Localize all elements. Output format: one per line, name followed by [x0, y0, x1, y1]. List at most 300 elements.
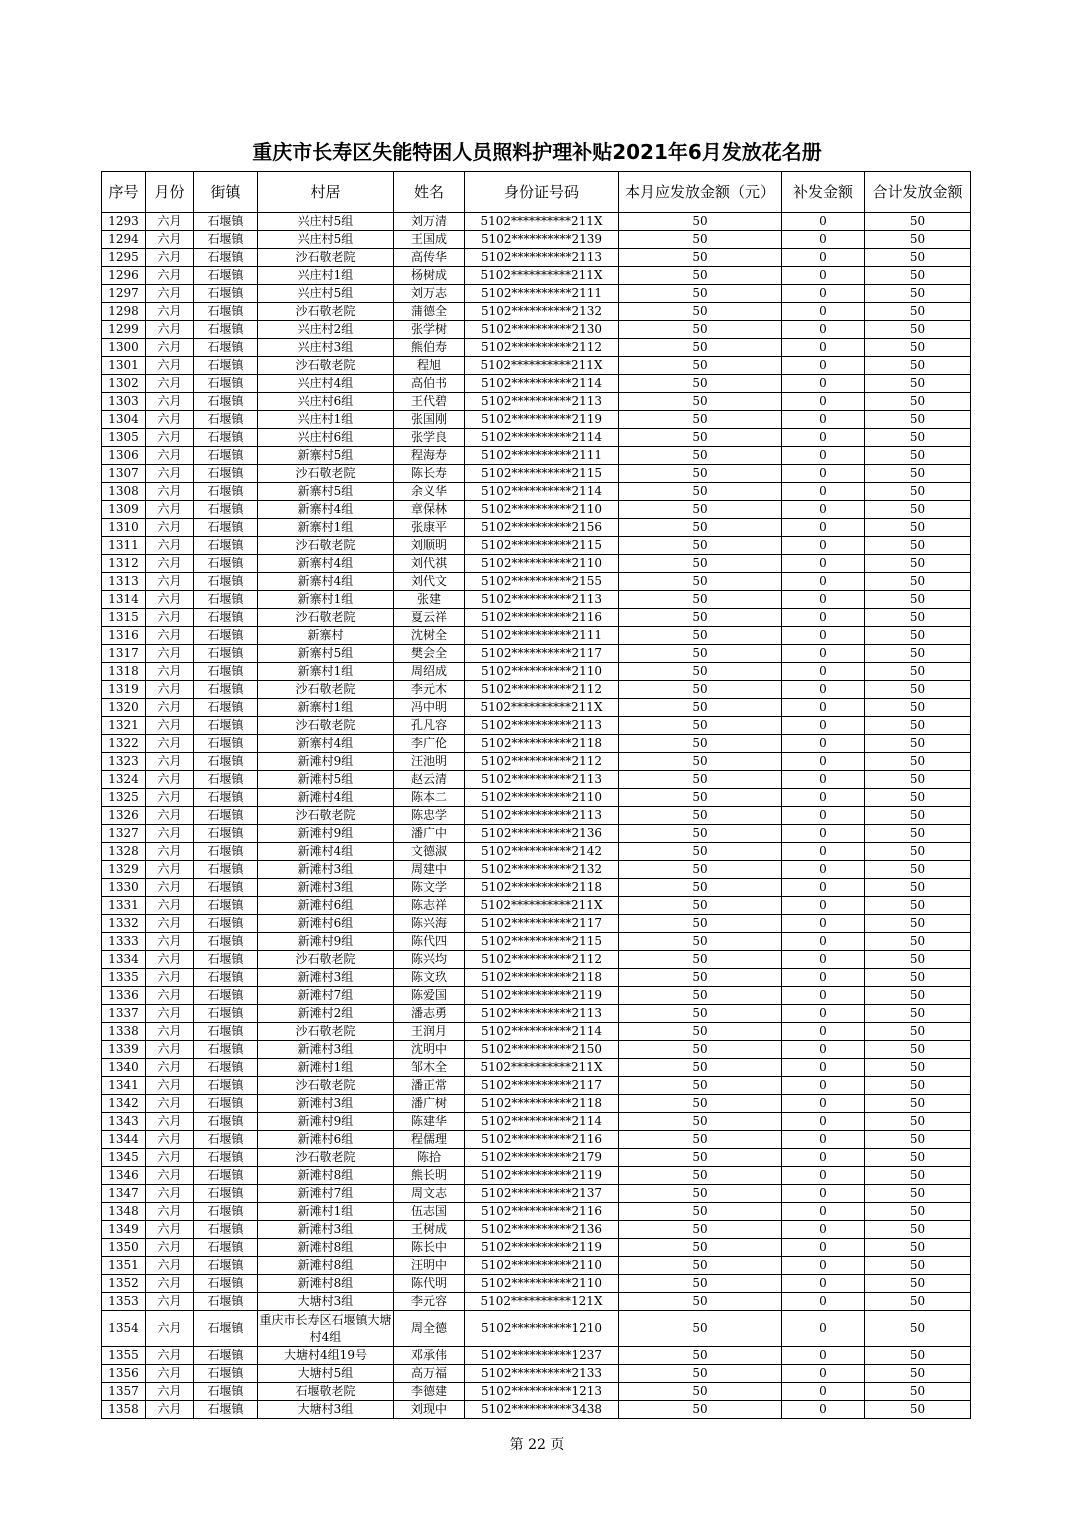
- cell-id-number: 5102**********2116: [465, 1131, 619, 1149]
- table-row: [102, 825, 971, 843]
- cell-amount-due: 50: [619, 249, 782, 267]
- cell-month: 六月: [146, 303, 194, 321]
- table-row: [102, 411, 971, 429]
- cell-town: 石堰镇: [194, 1293, 258, 1311]
- cell-total: 50: [865, 573, 971, 591]
- cell-amount-due: 50: [619, 879, 782, 897]
- cell-id-number: 5102**********2112: [465, 753, 619, 771]
- table-row: [102, 555, 971, 573]
- cell-back-pay: 0: [782, 483, 865, 501]
- cell-town: 石堰镇: [194, 825, 258, 843]
- cell-back-pay: 0: [782, 267, 865, 285]
- cell-month: 六月: [146, 573, 194, 591]
- cell-village: 新滩村8组: [258, 1257, 394, 1275]
- cell-id-number: 5102**********2137: [465, 1185, 619, 1203]
- cell-amount-due: 50: [619, 213, 782, 231]
- column-header-index: 序号: [102, 172, 146, 213]
- cell-back-pay: 0: [782, 771, 865, 789]
- cell-name: 潘广树: [394, 1095, 465, 1113]
- cell-month: 六月: [146, 1131, 194, 1149]
- cell-id-number: 5102**********211X: [465, 699, 619, 717]
- cell-back-pay: 0: [782, 1203, 865, 1221]
- cell-index: 1301: [102, 357, 146, 375]
- cell-id-number: 5102**********2111: [465, 447, 619, 465]
- cell-amount-due: 50: [619, 771, 782, 789]
- cell-back-pay: 0: [782, 807, 865, 825]
- cell-total: 50: [865, 735, 971, 753]
- cell-village: 新滩村7组: [258, 1185, 394, 1203]
- cell-village: 石堰敬老院: [258, 1383, 394, 1401]
- cell-id-number: 5102**********2132: [465, 861, 619, 879]
- cell-town: 石堰镇: [194, 483, 258, 501]
- cell-total: 50: [865, 987, 971, 1005]
- cell-total: 50: [865, 879, 971, 897]
- cell-month: 六月: [146, 501, 194, 519]
- cell-amount-due: 50: [619, 231, 782, 249]
- cell-month: 六月: [146, 897, 194, 915]
- cell-town: 石堰镇: [194, 411, 258, 429]
- column-header-name: 姓名: [394, 172, 465, 213]
- cell-village: 大塘村3组: [258, 1401, 394, 1419]
- cell-village: 沙石敬老院: [258, 1077, 394, 1095]
- cell-town: 石堰镇: [194, 303, 258, 321]
- subsidy-roster-table: [101, 171, 971, 1419]
- cell-amount-due: 50: [619, 1041, 782, 1059]
- cell-name: 陈代明: [394, 1275, 465, 1293]
- cell-index: 1300: [102, 339, 146, 357]
- cell-town: 石堰镇: [194, 771, 258, 789]
- cell-index: 1345: [102, 1149, 146, 1167]
- cell-back-pay: 0: [782, 285, 865, 303]
- cell-index: 1307: [102, 465, 146, 483]
- cell-village: 新滩村8组: [258, 1239, 394, 1257]
- cell-back-pay: 0: [782, 1275, 865, 1293]
- cell-id-number: 5102**********2110: [465, 501, 619, 519]
- cell-id-number: 5102**********2119: [465, 1239, 619, 1257]
- cell-month: 六月: [146, 1239, 194, 1257]
- table-row: [102, 1347, 971, 1365]
- cell-village: 新滩村5组: [258, 771, 394, 789]
- cell-amount-due: 50: [619, 609, 782, 627]
- cell-village: 新滩村3组: [258, 1095, 394, 1113]
- cell-id-number: 5102**********2117: [465, 1077, 619, 1095]
- cell-id-number: 5102**********2118: [465, 1095, 619, 1113]
- cell-month: 六月: [146, 1185, 194, 1203]
- cell-id-number: 5102**********2155: [465, 573, 619, 591]
- cell-name: 刘代文: [394, 573, 465, 591]
- cell-town: 石堰镇: [194, 969, 258, 987]
- column-header-amount-due: 本月应发放金额（元）: [619, 172, 782, 213]
- cell-id-number: 5102**********211X: [465, 357, 619, 375]
- cell-name: 潘正常: [394, 1077, 465, 1095]
- cell-index: 1348: [102, 1203, 146, 1221]
- cell-index: 1297: [102, 285, 146, 303]
- cell-name: 伍志国: [394, 1203, 465, 1221]
- cell-amount-due: 50: [619, 1095, 782, 1113]
- cell-total: 50: [865, 213, 971, 231]
- cell-index: 1357: [102, 1383, 146, 1401]
- cell-index: 1358: [102, 1401, 146, 1419]
- cell-back-pay: 0: [782, 753, 865, 771]
- cell-name: 樊会全: [394, 645, 465, 663]
- cell-town: 石堰镇: [194, 537, 258, 555]
- cell-month: 六月: [146, 681, 194, 699]
- cell-month: 六月: [146, 555, 194, 573]
- cell-total: 50: [865, 843, 971, 861]
- cell-month: 六月: [146, 1113, 194, 1131]
- table-row: [102, 951, 971, 969]
- cell-total: 50: [865, 753, 971, 771]
- table-row: [102, 915, 971, 933]
- cell-town: 石堰镇: [194, 285, 258, 303]
- cell-id-number: 5102**********1210: [465, 1311, 619, 1347]
- cell-name: 刘现中: [394, 1401, 465, 1419]
- cell-back-pay: 0: [782, 1095, 865, 1113]
- cell-id-number: 5102**********2136: [465, 825, 619, 843]
- cell-town: 石堰镇: [194, 447, 258, 465]
- cell-village: 沙石敬老院: [258, 465, 394, 483]
- cell-back-pay: 0: [782, 1149, 865, 1167]
- cell-name: 陈拾: [394, 1149, 465, 1167]
- cell-village: 新滩村1组: [258, 1203, 394, 1221]
- table-row: [102, 1311, 971, 1347]
- cell-back-pay: 0: [782, 1257, 865, 1275]
- cell-month: 六月: [146, 483, 194, 501]
- cell-name: 汪明中: [394, 1257, 465, 1275]
- cell-village: 新滩村6组: [258, 915, 394, 933]
- cell-total: 50: [865, 1293, 971, 1311]
- cell-village: 新寨村: [258, 627, 394, 645]
- cell-back-pay: 0: [782, 1383, 865, 1401]
- cell-total: 50: [865, 771, 971, 789]
- cell-id-number: 5102**********3438: [465, 1401, 619, 1419]
- cell-town: 石堰镇: [194, 645, 258, 663]
- cell-amount-due: 50: [619, 681, 782, 699]
- cell-village: 沙石敬老院: [258, 681, 394, 699]
- cell-town: 石堰镇: [194, 357, 258, 375]
- cell-name: 陈忠学: [394, 807, 465, 825]
- cell-amount-due: 50: [619, 897, 782, 915]
- cell-index: 1334: [102, 951, 146, 969]
- cell-name: 余义华: [394, 483, 465, 501]
- cell-amount-due: 50: [619, 627, 782, 645]
- cell-amount-due: 50: [619, 393, 782, 411]
- cell-amount-due: 50: [619, 1203, 782, 1221]
- cell-village: 新滩村9组: [258, 1113, 394, 1131]
- cell-back-pay: 0: [782, 555, 865, 573]
- cell-name: 张学良: [394, 429, 465, 447]
- table-row: [102, 699, 971, 717]
- cell-village: 沙石敬老院: [258, 609, 394, 627]
- cell-id-number: 5102**********2130: [465, 321, 619, 339]
- cell-month: 六月: [146, 987, 194, 1005]
- cell-index: 1304: [102, 411, 146, 429]
- cell-total: 50: [865, 285, 971, 303]
- cell-id-number: 5102**********1213: [465, 1383, 619, 1401]
- cell-id-number: 5102**********2136: [465, 1221, 619, 1239]
- cell-name: 蒲德全: [394, 303, 465, 321]
- cell-total: 50: [865, 717, 971, 735]
- cell-index: 1349: [102, 1221, 146, 1239]
- cell-town: 石堰镇: [194, 231, 258, 249]
- cell-village: 沙石敬老院: [258, 249, 394, 267]
- cell-village: 新滩村9组: [258, 933, 394, 951]
- column-header-town: 街镇: [194, 172, 258, 213]
- table-row: [102, 519, 971, 537]
- cell-id-number: 5102**********211X: [465, 267, 619, 285]
- cell-id-number: 5102**********2113: [465, 771, 619, 789]
- table-row: [102, 357, 971, 375]
- cell-village: 大塘村3组: [258, 1293, 394, 1311]
- cell-back-pay: 0: [782, 1077, 865, 1095]
- cell-month: 六月: [146, 1347, 194, 1365]
- cell-index: 1347: [102, 1185, 146, 1203]
- cell-village: 沙石敬老院: [258, 303, 394, 321]
- cell-index: 1328: [102, 843, 146, 861]
- cell-total: 50: [865, 681, 971, 699]
- cell-back-pay: 0: [782, 1113, 865, 1131]
- table-row: [102, 303, 971, 321]
- cell-village: 新寨村4组: [258, 573, 394, 591]
- cell-id-number: 5102**********2113: [465, 1005, 619, 1023]
- cell-name: 程海寿: [394, 447, 465, 465]
- cell-village: 兴庄村6组: [258, 393, 394, 411]
- cell-town: 石堰镇: [194, 843, 258, 861]
- cell-month: 六月: [146, 933, 194, 951]
- cell-name: 陈志祥: [394, 897, 465, 915]
- cell-month: 六月: [146, 1311, 194, 1347]
- table-row: [102, 1005, 971, 1023]
- cell-index: 1329: [102, 861, 146, 879]
- cell-town: 石堰镇: [194, 681, 258, 699]
- cell-index: 1344: [102, 1131, 146, 1149]
- table-row: [102, 465, 971, 483]
- cell-index: 1324: [102, 771, 146, 789]
- cell-name: 刘顺明: [394, 537, 465, 555]
- cell-town: 石堰镇: [194, 897, 258, 915]
- cell-amount-due: 50: [619, 1005, 782, 1023]
- cell-name: 周建中: [394, 861, 465, 879]
- cell-name: 孔凡容: [394, 717, 465, 735]
- cell-amount-due: 50: [619, 1239, 782, 1257]
- cell-town: 石堰镇: [194, 735, 258, 753]
- cell-village: 新滩村8组: [258, 1167, 394, 1185]
- cell-town: 石堰镇: [194, 1005, 258, 1023]
- table-body: [102, 213, 971, 1419]
- cell-village: 兴庄村1组: [258, 267, 394, 285]
- cell-amount-due: 50: [619, 591, 782, 609]
- cell-amount-due: 50: [619, 411, 782, 429]
- cell-total: 50: [865, 933, 971, 951]
- column-header-month: 月份: [146, 172, 194, 213]
- cell-index: 1346: [102, 1167, 146, 1185]
- cell-index: 1293: [102, 213, 146, 231]
- cell-back-pay: 0: [782, 321, 865, 339]
- cell-total: 50: [865, 1383, 971, 1401]
- table-row: [102, 1185, 971, 1203]
- cell-town: 石堰镇: [194, 933, 258, 951]
- table-row: [102, 645, 971, 663]
- cell-index: 1296: [102, 267, 146, 285]
- cell-amount-due: 50: [619, 303, 782, 321]
- table-row: [102, 591, 971, 609]
- cell-id-number: 5102**********2115: [465, 933, 619, 951]
- cell-month: 六月: [146, 1149, 194, 1167]
- cell-month: 六月: [146, 321, 194, 339]
- cell-back-pay: 0: [782, 1221, 865, 1239]
- cell-amount-due: 50: [619, 915, 782, 933]
- table-row: [102, 1401, 971, 1419]
- table-row: [102, 501, 971, 519]
- cell-town: 石堰镇: [194, 1347, 258, 1365]
- cell-amount-due: 50: [619, 519, 782, 537]
- cell-month: 六月: [146, 447, 194, 465]
- cell-month: 六月: [146, 339, 194, 357]
- cell-id-number: 5102**********2114: [465, 429, 619, 447]
- cell-id-number: 5102**********2111: [465, 285, 619, 303]
- cell-id-number: 5102**********2114: [465, 1023, 619, 1041]
- cell-index: 1302: [102, 375, 146, 393]
- column-header-id-number: 身份证号码: [465, 172, 619, 213]
- cell-village: 新寨村4组: [258, 555, 394, 573]
- cell-town: 石堰镇: [194, 1365, 258, 1383]
- page-number: 第 22 页: [509, 1437, 565, 1453]
- cell-index: 1356: [102, 1365, 146, 1383]
- cell-id-number: 5102**********2119: [465, 987, 619, 1005]
- cell-index: 1306: [102, 447, 146, 465]
- cell-name: 程旭: [394, 357, 465, 375]
- cell-town: 石堰镇: [194, 591, 258, 609]
- cell-month: 六月: [146, 663, 194, 681]
- table-row: [102, 1149, 971, 1167]
- cell-month: 六月: [146, 1023, 194, 1041]
- cell-month: 六月: [146, 519, 194, 537]
- cell-village: 新滩村6组: [258, 897, 394, 915]
- cell-village: 新滩村3组: [258, 861, 394, 879]
- cell-town: 石堰镇: [194, 1185, 258, 1203]
- cell-total: 50: [865, 429, 971, 447]
- cell-back-pay: 0: [782, 1239, 865, 1257]
- cell-amount-due: 50: [619, 825, 782, 843]
- cell-total: 50: [865, 1113, 971, 1131]
- cell-index: 1337: [102, 1005, 146, 1023]
- cell-index: 1305: [102, 429, 146, 447]
- cell-id-number: 5102**********2114: [465, 483, 619, 501]
- cell-name: 沈明中: [394, 1041, 465, 1059]
- cell-total: 50: [865, 1023, 971, 1041]
- cell-amount-due: 50: [619, 1365, 782, 1383]
- cell-id-number: 5102**********2118: [465, 735, 619, 753]
- cell-total: 50: [865, 357, 971, 375]
- cell-amount-due: 50: [619, 1275, 782, 1293]
- cell-name: 文德淑: [394, 843, 465, 861]
- table-row: [102, 1023, 971, 1041]
- cell-index: 1335: [102, 969, 146, 987]
- cell-total: 50: [865, 1059, 971, 1077]
- cell-id-number: 5102**********2115: [465, 465, 619, 483]
- cell-month: 六月: [146, 249, 194, 267]
- cell-name: 沈树全: [394, 627, 465, 645]
- cell-month: 六月: [146, 1257, 194, 1275]
- cell-back-pay: 0: [782, 735, 865, 753]
- cell-village: 大塘村4组19号: [258, 1347, 394, 1365]
- cell-index: 1316: [102, 627, 146, 645]
- cell-total: 50: [865, 645, 971, 663]
- cell-month: 六月: [146, 1203, 194, 1221]
- cell-index: 1312: [102, 555, 146, 573]
- cell-amount-due: 50: [619, 987, 782, 1005]
- cell-index: 1299: [102, 321, 146, 339]
- table-row: [102, 807, 971, 825]
- cell-village: 兴庄村5组: [258, 285, 394, 303]
- cell-village: 新滩村9组: [258, 825, 394, 843]
- cell-name: 汪池明: [394, 753, 465, 771]
- table-row: [102, 1095, 971, 1113]
- cell-index: 1310: [102, 519, 146, 537]
- cell-amount-due: 50: [619, 321, 782, 339]
- cell-town: 石堰镇: [194, 717, 258, 735]
- cell-total: 50: [865, 465, 971, 483]
- cell-back-pay: 0: [782, 537, 865, 555]
- cell-village: 沙石敬老院: [258, 951, 394, 969]
- cell-id-number: 5102**********2115: [465, 537, 619, 555]
- cell-town: 石堰镇: [194, 1257, 258, 1275]
- cell-index: 1313: [102, 573, 146, 591]
- cell-town: 石堰镇: [194, 1311, 258, 1347]
- cell-amount-due: 50: [619, 429, 782, 447]
- cell-name: 张建: [394, 591, 465, 609]
- cell-town: 石堰镇: [194, 1131, 258, 1149]
- cell-id-number: 5102**********2110: [465, 663, 619, 681]
- cell-month: 六月: [146, 807, 194, 825]
- cell-name: 潘广中: [394, 825, 465, 843]
- cell-total: 50: [865, 483, 971, 501]
- cell-total: 50: [865, 555, 971, 573]
- table-row: [102, 1365, 971, 1383]
- cell-name: 熊伯寿: [394, 339, 465, 357]
- cell-village: 兴庄村3组: [258, 339, 394, 357]
- table-row: [102, 987, 971, 1005]
- cell-name: 周绍成: [394, 663, 465, 681]
- cell-town: 石堰镇: [194, 987, 258, 1005]
- cell-town: 石堰镇: [194, 1221, 258, 1239]
- cell-amount-due: 50: [619, 969, 782, 987]
- cell-index: 1295: [102, 249, 146, 267]
- cell-month: 六月: [146, 843, 194, 861]
- cell-back-pay: 0: [782, 861, 865, 879]
- cell-month: 六月: [146, 375, 194, 393]
- cell-town: 石堰镇: [194, 1077, 258, 1095]
- cell-total: 50: [865, 1077, 971, 1095]
- cell-back-pay: 0: [782, 573, 865, 591]
- cell-month: 六月: [146, 411, 194, 429]
- cell-month: 六月: [146, 753, 194, 771]
- cell-total: 50: [865, 825, 971, 843]
- cell-id-number: 5102**********2117: [465, 915, 619, 933]
- cell-id-number: 5102**********2110: [465, 1257, 619, 1275]
- cell-name: 刘代祺: [394, 555, 465, 573]
- cell-id-number: 5102**********2113: [465, 249, 619, 267]
- table-row: [102, 627, 971, 645]
- cell-amount-due: 50: [619, 357, 782, 375]
- cell-village: 沙石敬老院: [258, 1023, 394, 1041]
- cell-amount-due: 50: [619, 933, 782, 951]
- cell-town: 石堰镇: [194, 213, 258, 231]
- cell-back-pay: 0: [782, 591, 865, 609]
- cell-amount-due: 50: [619, 1059, 782, 1077]
- cell-total: 50: [865, 699, 971, 717]
- cell-village: 新滩村3组: [258, 1221, 394, 1239]
